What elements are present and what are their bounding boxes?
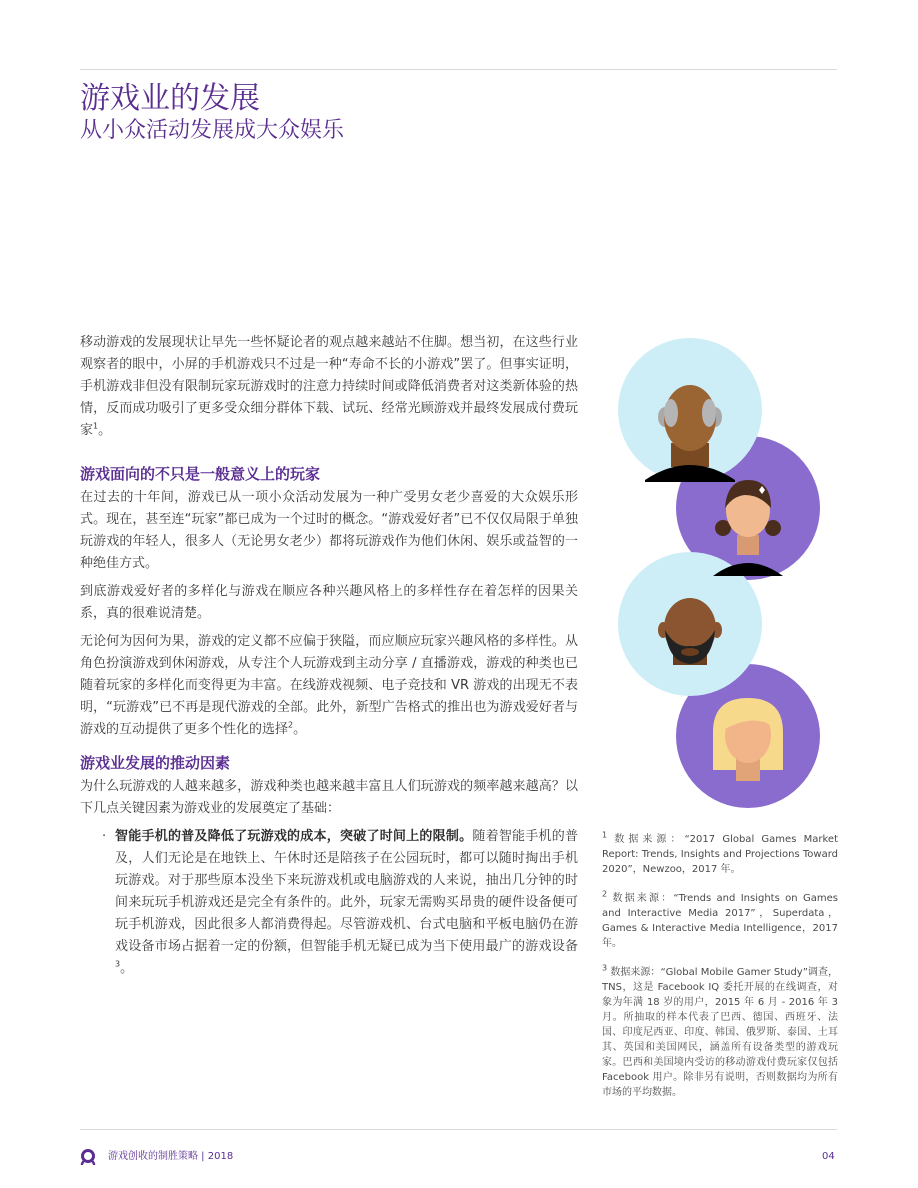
bottom-rule [80,1129,837,1130]
section-heading-drivers: 游戏业发展的推动因素 [80,754,231,772]
players-illustration [605,330,860,810]
audience-paragraph-1: 在过去的十年间，游戏已从一项小众活动发展为一种广受男女老少喜爱的大众娱乐形式。现在，甚至连“玩家”都已成为一个过时的概念。“游戏爱好者”已不仅仅局限于单独玩游戏的年轻人，很多人（无论男女老少）都将玩游戏作为他们休闲、娱乐或益智的一种绝佳方式。 [80,490,578,571]
page-subtitle: 从小众活动发展成大众娱乐 [80,118,345,143]
footnote-2: $^2$ 数据来源：“Trends and Insights on Games and Interactive Media 2017”，Superdata，Games & Interactive Media Intelligence，2017 年。 [602,889,838,949]
footnotes [602,832,838,1114]
drivers-intro-paragraph: 为什么玩游戏的人越来越多，游戏种类也越来越丰富且人们玩游戏的频率越来越高？以下几点关键因素为游戏业的发展奠定了基础： [80,779,578,816]
footnote-ref-1: 1 [93,421,99,431]
section-drivers [80,752,578,986]
footnote-3: $^3$ 数据来源：“Global Mobile Gamer Study”调查，TNS，这是 Facebook IQ 委托开展的在线调查，对象为年满 18 岁的用户，2015 年 6 月 - 2016 年 3 月。所抽取的样本代表了巴西、德国、西班牙、法国、印度尼西亚、印度、韩国、俄罗斯、泰国、土耳其、英国和美国网民，涵盖所有设备类型的游戏玩家。巴西和美国境内受访的移动游戏付费玩家仅包括 Facebook 用户。除非另有说明，否则数据均为所有市场的平均数据。 [602,963,838,1098]
footnote-1: $^1$ 数据来源：“2017 Global Games Market Report: Trends, Insights and Projections Toward 2020”，Newzoo，2017 年。 [602,830,838,875]
top-rule [80,69,837,70]
page-number: 04 [822,1151,835,1162]
audience-paragraph-3: 无论何为因何为果，游戏的定义都不应偏于狭隘，而应顺应玩家兴趣风格的多样性。从角色扮演游戏到休闲游戏，从专注个人玩游戏到主动分享 / 直播游戏，游戏的种类也已随着玩家的多样化而变得更为丰富。在线游戏视频、电子竞技和 VR 游戏的出现无不表明，“玩游戏”已不再是现代游戏的全部。此外，新型广告格式的推出也为游戏爱好者与游戏的互动提供了更多个性化的选择$^2$。 [80,634,578,737]
audience-paragraph-2: 到底游戏爱好者的多样化与游戏在顺应各种兴趣风格上的多样性存在着怎样的因果关系，真的很难说清楚。 [80,584,578,621]
brand-logo-icon [80,1149,96,1165]
section-audience [80,463,578,747]
section-heading-audience: 游戏面向的不只是一般意义上的玩家 [80,465,321,483]
bullet-marker: · [102,829,107,844]
bullet-bold-lead: 智能手机的普及降低了玩游戏的成本，突破了时间上的限制。 [115,829,473,844]
page-title: 游戏业的发展 [80,81,260,116]
bullet-item-smartphone: · 智能手机的普及降低了玩游戏的成本，突破了时间上的限制。随着智能手机的普及，人们无论是在地铁上、午休时还是陪孩子在公园玩时，都可以随时掏出手机玩游戏。对于那些原本没坐下来玩游戏机或电脑游戏的人来说，抽出几分钟的时间来玩玩手机游戏还是完全有条件的。此外，玩家无需购买昂贵的硬件设备便可玩手机游戏，因此很多人都消费得起。尽管游戏机、台式电脑和平板电脑仍在游戏设备市场占据着一定的份额，但智能手机无疑已成为当下使用最广的游戏设备$^3$。 [80,826,578,980]
footnote-ref-3: 3 [115,959,121,969]
footnote-ref-2: 2 [288,720,294,730]
blonde-woman-icon [713,698,783,781]
footer-title: 游戏创收的制胜策略 | 2018 [108,1151,234,1162]
intro-block [80,332,578,448]
intro-paragraph: 移动游戏的发展现状让早先一些怀疑论者的观点越来越站不住脚。想当初，在这些行业观察者的眼中，小屏的手机游戏只不过是一种“寿命不长的小游戏”罢了。但事实证明，手机游戏非但没有限制玩家玩游戏时的注意力持续时间或降低消费者对这类新体验的热情，反而成功吸引了更多受众细分群体下载、试玩、经常光顾游戏并最终发展成付费玩家$^1$。 [80,335,578,438]
